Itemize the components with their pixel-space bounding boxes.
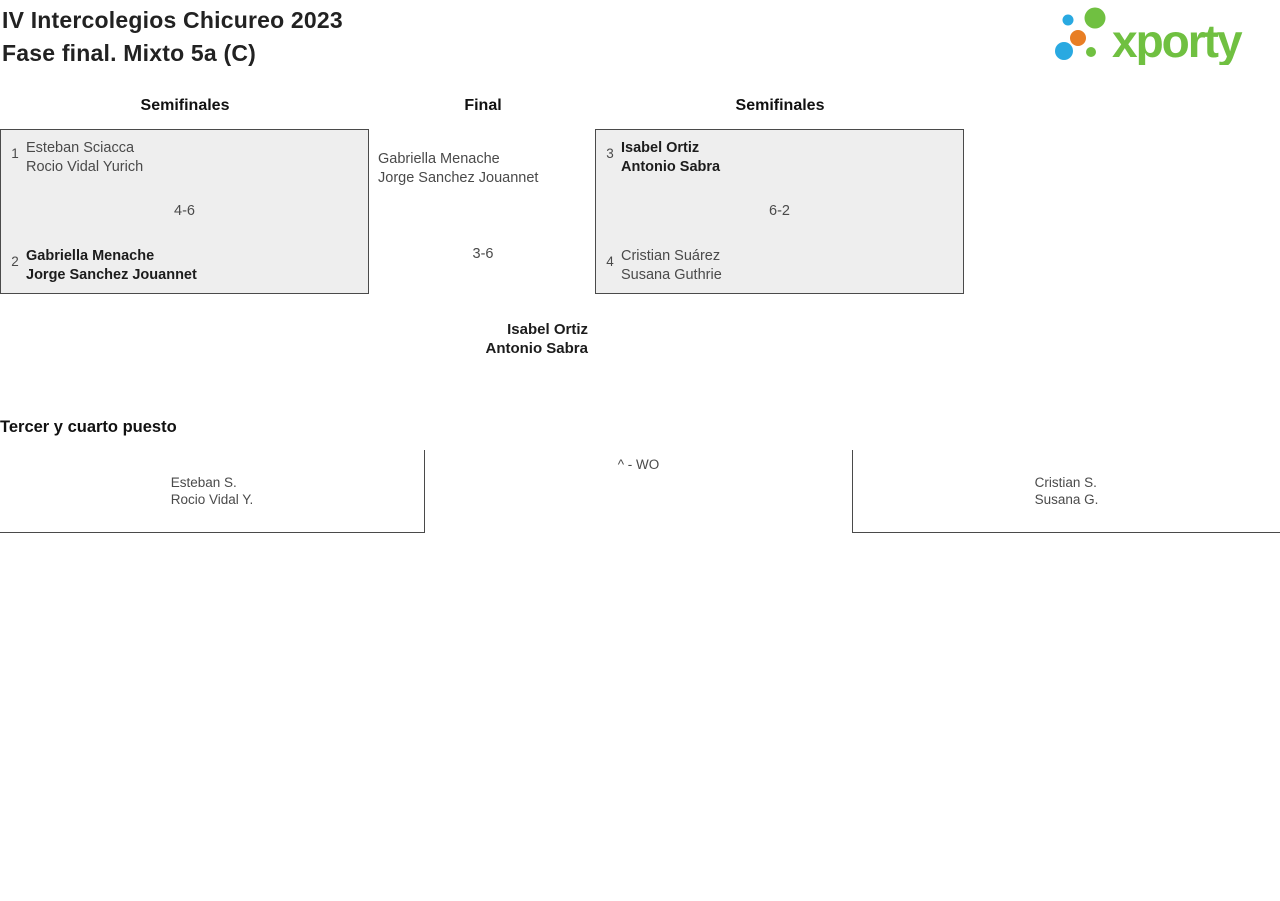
player-name: Antonio Sabra <box>485 340 588 357</box>
team-names-winner <box>621 139 955 177</box>
player-name: Esteban S. <box>170 475 237 490</box>
logo-graphic <box>1048 5 1278 65</box>
seed-number: 3 <box>606 146 614 161</box>
team-names <box>26 139 360 177</box>
final-score: 3-6 <box>472 246 494 262</box>
team-names <box>621 247 955 285</box>
column-header-semifinales-right: Semifinales <box>735 97 825 114</box>
final-champion-names <box>378 320 588 358</box>
player-name: Esteban Sciacca <box>26 140 135 156</box>
player-name: Antonio Sabra <box>621 159 721 175</box>
logo-text: xporty <box>1112 15 1241 65</box>
team-names <box>171 474 254 508</box>
player-name: Isabel Ortiz <box>507 321 588 338</box>
xporty-logo[interactable] <box>1048 5 1278 65</box>
third-place-left-box <box>0 450 425 533</box>
player-name: Susana G. <box>1034 492 1099 507</box>
player-name: Isabel Ortiz <box>621 140 700 156</box>
logo-dots-icon <box>1055 8 1106 61</box>
match-score: 4-6 <box>174 203 195 219</box>
team-names-winner <box>26 247 360 285</box>
player-name: Jorge Sanchez Jouannet <box>378 170 539 186</box>
third-place-right-box <box>852 450 1280 533</box>
player-name: Jorge Sanchez Jouannet <box>26 267 197 283</box>
column-header-semifinales-left: Semifinales <box>140 97 230 114</box>
player-name: Cristian Suárez <box>621 248 721 264</box>
player-name: Rocio Vidal Yurich <box>26 159 144 175</box>
page-title: IV Intercolegios Chicureo 2023 <box>2 7 343 33</box>
player-name: Gabriella Menache <box>26 248 155 264</box>
match-score: 6-2 <box>769 203 790 219</box>
page-subtitle: Fase final. Mixto 5a (C) <box>2 40 257 66</box>
player-name: Rocio Vidal Y. <box>170 492 254 507</box>
seed-number: 2 <box>11 254 19 269</box>
third-place-score: ^ - WO <box>617 457 660 472</box>
final-finalist-names <box>378 150 588 188</box>
team-names <box>1035 474 1099 508</box>
player-name: Susana Guthrie <box>621 267 722 283</box>
third-place-heading: Tercer y cuarto puesto <box>0 418 177 436</box>
player-name: Cristian S. <box>1034 475 1097 490</box>
column-header-final: Final <box>464 97 502 114</box>
page-header <box>2 4 343 70</box>
seed-number: 1 <box>11 146 19 161</box>
semifinal-left-match-box <box>0 129 369 294</box>
semifinal-right-match-box <box>595 129 964 294</box>
seed-number: 4 <box>606 254 614 269</box>
player-name: Gabriella Menache <box>378 151 500 167</box>
